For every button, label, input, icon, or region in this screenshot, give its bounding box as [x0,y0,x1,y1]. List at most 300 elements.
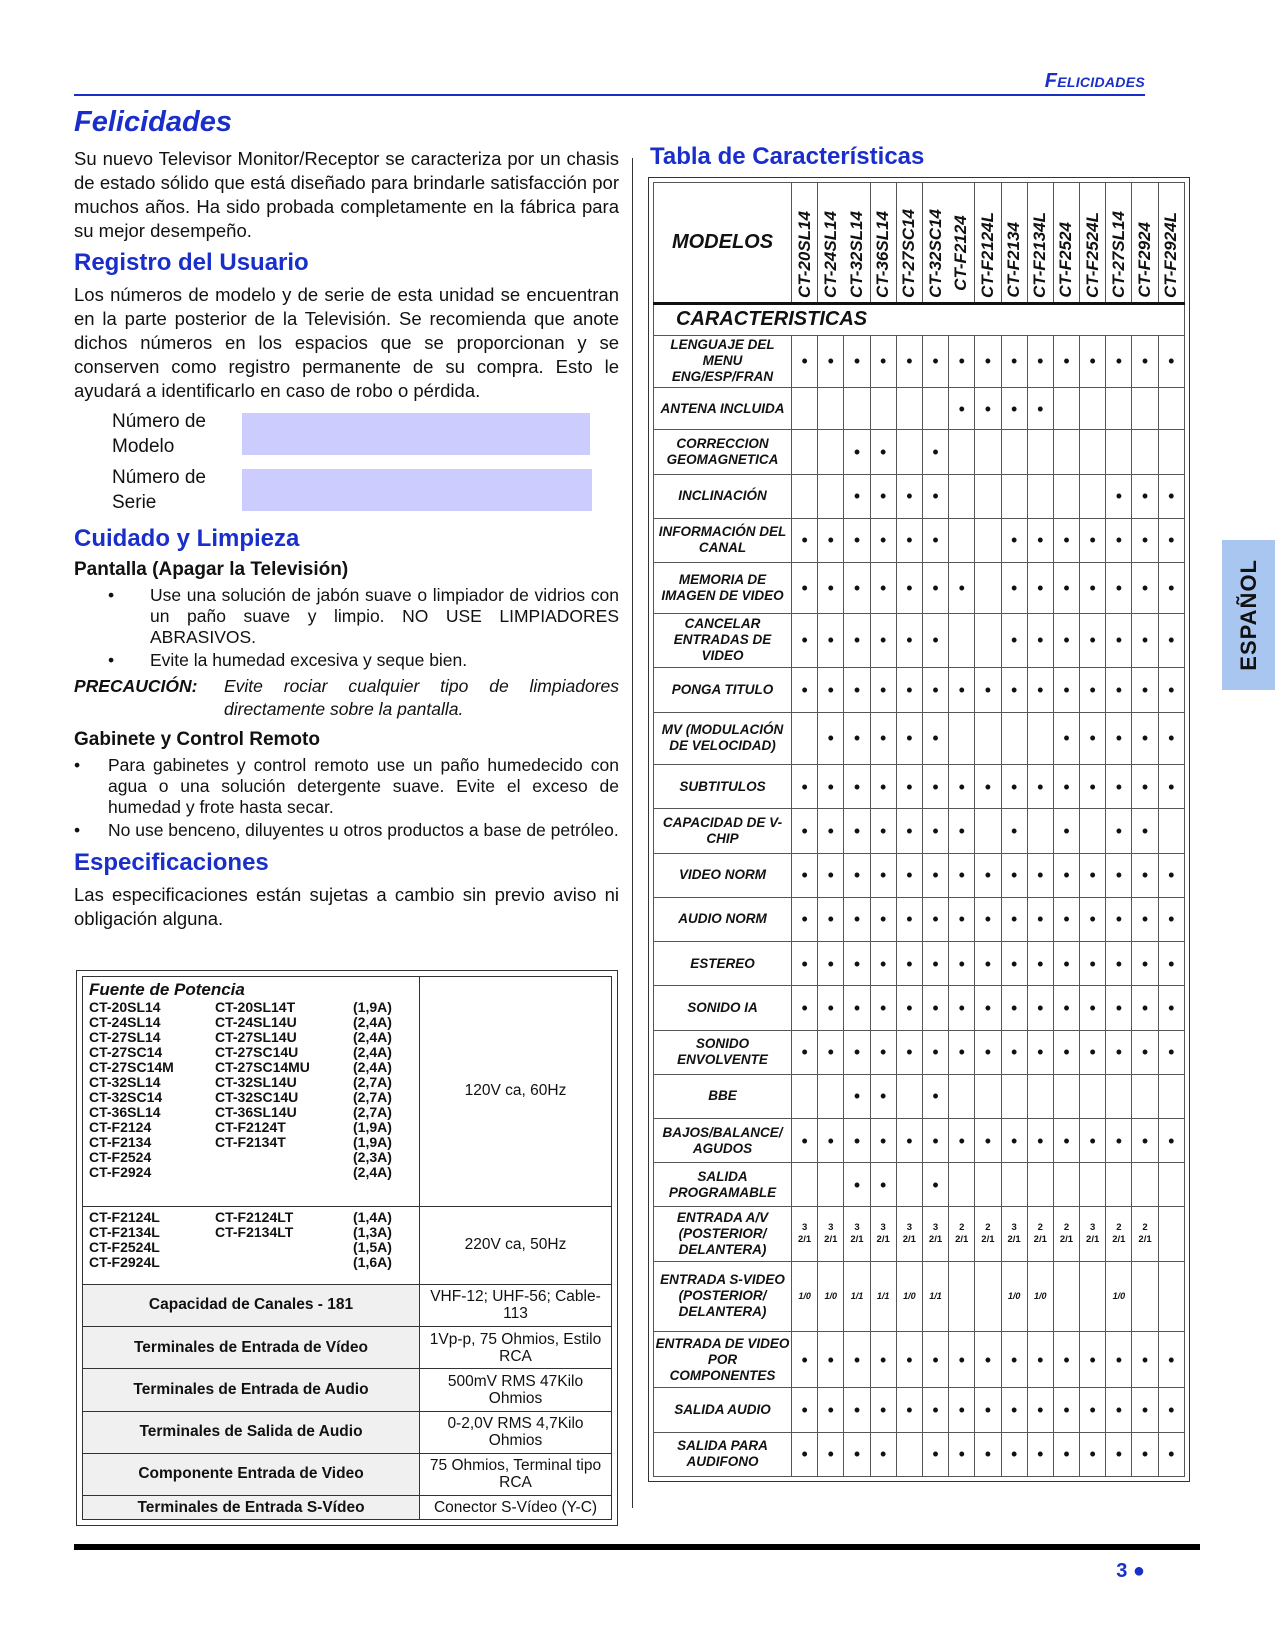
modelo-label: Número de Modelo [112,411,206,457]
feature-cell: • [792,897,818,941]
spec-value: 75 Ohmios, Terminal tipo RCA [420,1453,612,1495]
power-group1-grid [89,1000,413,1180]
power-model: CT-F2124L [89,1208,160,1225]
feature-cell [896,388,922,430]
bullet-dot: • [108,650,115,670]
feature-cell: • [1158,474,1184,518]
model-names [923,209,974,298]
especificaciones-text: Las especificaciones están sujetas a cambio sin previo aviso ni obligación alguna. [74,884,619,929]
feature-cell: • [1158,563,1184,614]
spec-row [83,1496,612,1520]
feature-cell: • [870,430,896,474]
gabinete-heading: Gabinete y Control Remoto [74,729,320,750]
feature-cell: • [792,613,818,668]
power-model: CT-F2524L [89,1238,160,1255]
feature-row [654,388,1185,430]
spec-row [83,1411,612,1453]
feature-cell: • [949,1432,975,1476]
feature-cell [975,518,1001,562]
feature-cell: • [1001,613,1027,668]
feature-row [654,668,1185,712]
feature-cell [1053,1262,1079,1331]
feature-cell: • [1106,809,1132,853]
feature-cell: • [1053,613,1079,668]
feature-cell: • [922,712,948,765]
feature-cell [818,1207,844,1262]
feature-cell: • [1106,1388,1132,1432]
feature-cell: • [1080,1118,1106,1162]
feature-row-av [654,1207,1185,1262]
feature-cell [975,1074,1001,1118]
feature-cell [1158,1163,1184,1207]
feature-cell [1106,1074,1132,1118]
feature-cell: • [1106,474,1132,518]
spec-table [76,970,618,1526]
feature-cell [975,809,1001,853]
power-current: (2,4A) [353,1014,392,1030]
feature-cell: • [792,518,818,562]
feature-cell: • [1001,1432,1027,1476]
feature-cell: • [1053,809,1079,853]
feature-cell: • [818,613,844,668]
language-tab-label: ESPAÑOL [1235,559,1261,671]
feature-cell: • [792,809,818,853]
feature-cell: • [1053,942,1079,986]
modelo-row [112,409,619,459]
feature-cell: • [844,518,870,562]
feature-cell: • [844,563,870,614]
feature-cell: • [1132,1030,1158,1074]
model-names [1080,212,1105,298]
feature-cell: • [844,1331,870,1388]
feature-cell: • [1001,1030,1027,1074]
feature-label: SALIDA PROGRAMABLE [654,1163,792,1207]
power-model: CT-20SL14T [215,999,296,1015]
feature-cell: • [1001,853,1027,897]
feature-cell: • [1080,613,1106,668]
gabinete-list [74,755,619,841]
feature-cell: • [818,518,844,562]
feature-cell [1106,388,1132,430]
av-rear: 2 [1142,1222,1148,1234]
feature-cell [975,474,1001,518]
feature-cell [792,430,818,474]
feature-label: ENTRADA A/V (POSTERIOR/ DELANTERA) [654,1207,792,1262]
av-rear: 3 [932,1222,939,1234]
feature-cell: • [949,563,975,614]
feature-cell: • [949,388,975,430]
av-rear: 3 [1090,1222,1096,1234]
model-name: CT-F2924L [1161,212,1181,299]
modelo-field[interactable] [242,413,590,455]
feature-cell [975,430,1001,474]
header-rule [74,94,1145,96]
feature-cell: • [818,563,844,614]
av-rear: 3 [854,1222,860,1234]
feature-label: INFORMACIÓN DEL CANAL [654,518,792,562]
feature-cell: • [949,897,975,941]
model-name: CT-32SC14 [925,209,945,299]
models-row [654,183,1185,304]
feature-cell: • [1158,335,1184,388]
feature-cell: • [1001,668,1027,712]
av-front: 2/1 [824,1234,838,1246]
feature-cell: • [975,1388,1001,1432]
feature-cell: • [870,335,896,388]
feature-cell [1132,1262,1158,1331]
power-current: (2,7A) [353,1074,392,1090]
feature-cell: • [922,809,948,853]
spec-label: Componente Entrada de Video [83,1453,420,1495]
av-rear: 3 [880,1222,886,1234]
serie-row [112,465,619,515]
feature-cell: • [844,1118,870,1162]
feature-label: CAPACIDAD DE V-CHIP [654,809,792,853]
feature-cell: • [870,668,896,712]
feature-cell: • [1080,897,1106,941]
feature-cell: • [1132,1432,1158,1476]
feature-cell: • [949,809,975,853]
feature-cell [818,1163,844,1207]
feature-cell: • [844,1163,870,1207]
feature-label: ANTENA INCLUIDA [654,388,792,430]
feature-cell: • [1080,853,1106,897]
feature-cell [975,613,1001,668]
feature-cell: • [922,613,948,668]
feature-cell: • [896,897,922,941]
power-model: CT-32SL14 [89,1074,161,1090]
feature-cell [1001,1074,1027,1118]
spec-value: Conector S-Vídeo (Y-C) [420,1496,612,1520]
spec-value: 0-2,0V RMS 4,7Kilo Ohmios [420,1411,612,1453]
feature-cell: • [818,335,844,388]
power-model [215,1240,353,1255]
feature-cell: • [1053,897,1079,941]
feature-cell [1053,1207,1079,1262]
left-column [74,100,619,931]
power-current: (1,9A) [353,1134,392,1150]
model-header [792,183,818,304]
feature-cell: • [818,668,844,712]
feature-cell: • [1106,942,1132,986]
feature-label: MEMORIA DE IMAGEN DE VIDEO [654,563,792,614]
features-heading: Tabla de Características [650,143,925,170]
feature-cell: • [1080,765,1106,809]
feature-row [654,518,1185,562]
power-current: (2,4A) [353,1044,392,1060]
av-front: 2/1 [876,1234,890,1246]
feature-cell: • [1027,986,1053,1030]
feature-cell: • [1001,335,1027,388]
spec-label: Terminales de Salida de Audio [83,1411,420,1453]
av-front: 2/1 [981,1234,995,1246]
cuidado-heading: Cuidado y Limpieza [74,525,300,552]
feature-cell: • [1080,1331,1106,1388]
feature-cell [1053,1074,1079,1118]
serie-label: Número de Serie [112,467,206,513]
power-current: (2,4A) [353,1164,392,1180]
feature-cell: • [1132,1118,1158,1162]
feature-cell: • [1132,942,1158,986]
spec-row [83,1453,612,1495]
feature-cell: • [844,986,870,1030]
feature-cell [1027,1074,1053,1118]
feature-cell: • [818,809,844,853]
feature-cell: • [1001,518,1027,562]
feature-cell: • [1001,1388,1027,1432]
power-current: (1,6A) [353,1253,392,1270]
feature-cell: • [922,1331,948,1388]
feature-cell [1027,1207,1053,1262]
feature-row [654,1030,1185,1074]
model-name: CT-20SL14 [794,211,814,299]
feature-cell: 1/1 [922,1262,948,1331]
feature-cell: • [1132,897,1158,941]
av-front: 2/1 [1007,1234,1021,1246]
feature-cell: • [896,853,922,897]
feature-cell: • [818,897,844,941]
feature-cell: • [870,1432,896,1476]
feature-cell: • [844,1388,870,1432]
feature-cell: • [1132,712,1158,765]
feature-cell: • [1158,1118,1184,1162]
power-model: CT-24SL14 [89,1014,161,1030]
feature-cell: • [844,1074,870,1118]
feature-label: LENGUAJE DEL MENU ENG/ESP/FRAN [654,335,792,388]
registro-heading: Registro del Usuario [74,249,309,276]
power-model: CT-32SC14U [215,1089,299,1105]
feature-cell: • [975,1030,1001,1074]
feature-cell: 1/0 [792,1262,818,1331]
feature-cell: • [1027,853,1053,897]
intro-text: Su nuevo Televisor Monitor/Receptor se caracteriza por un chasis de estado sólido que está diseñado para brindarle satisfacción por muchos años. Ha sido probada completamente en la fábrica para su mejor desempeño. [74,148,619,241]
feature-cell: • [1106,1432,1132,1476]
feature-row-svideo [654,1262,1185,1331]
feature-cell: • [949,853,975,897]
av-rear: 3 [1011,1222,1017,1234]
av-front: 2/1 [902,1234,916,1246]
feature-cell [922,1207,948,1262]
feature-cell: • [1053,1118,1079,1162]
feature-cell: • [1080,518,1106,562]
bullet-item [74,820,619,841]
feature-cell: • [949,765,975,809]
feature-label: BAJOS/BALANCE/ AGUDOS [654,1118,792,1162]
feature-row [654,1074,1185,1118]
feature-cell: • [1001,986,1027,1030]
feature-cell [1132,430,1158,474]
feature-cell: • [1106,1118,1132,1162]
feature-cell: • [818,1030,844,1074]
precaucion [74,675,619,721]
feature-cell: • [949,668,975,712]
bullet-dot: • [108,585,115,605]
feature-cell [975,1207,1001,1262]
serie-field[interactable] [242,469,592,511]
power-model: CT-27SL14U [215,1029,297,1045]
feature-row [654,474,1185,518]
feature-cell: • [1053,335,1079,388]
feature-cell: • [975,1432,1001,1476]
model-header [818,183,870,304]
feature-cell: • [844,897,870,941]
precaucion-label: PRECAUCIÓN: [74,676,198,696]
model-name: CT-F2924 [1135,222,1155,299]
feature-cell: • [922,1388,948,1432]
spec-row [83,1327,612,1369]
feature-cell: • [870,853,896,897]
feature-cell: • [792,1331,818,1388]
feature-cell [1158,430,1184,474]
model-names [897,209,922,298]
power-current: (1,5A) [353,1238,392,1255]
feature-cell [1027,474,1053,518]
feature-cell: • [1027,1331,1053,1388]
feature-cell: • [1158,897,1184,941]
power-current: (1,9A) [353,999,392,1015]
feature-cell [975,1262,1001,1331]
feature-cell: • [1001,765,1027,809]
spec-label: Terminales de Entrada S-Vídeo [83,1496,420,1520]
feature-cell: • [1106,518,1132,562]
feature-cell [818,474,844,518]
spec-label: Terminales de Entrada de Vídeo [83,1327,420,1369]
power-model: CT-F2924 [89,1164,152,1180]
feature-cell [792,1163,818,1207]
model-names [1054,222,1079,298]
column-divider [632,158,633,1508]
feature-cell: • [1106,853,1132,897]
feature-cell: • [1027,1030,1053,1074]
feature-cell: • [975,897,1001,941]
feature-cell: • [1080,942,1106,986]
feature-cell [818,430,844,474]
av-front: 2/1 [1033,1234,1047,1246]
feature-row [654,613,1185,668]
feature-cell: • [975,986,1001,1030]
feature-cell [922,388,948,430]
model-header [1053,183,1079,304]
feature-row [654,897,1185,941]
feature-label: SONIDO IA [654,986,792,1030]
spec-table-inner [82,976,612,1520]
feature-cell: • [922,563,948,614]
power-model: CT-F2134T [215,1134,286,1150]
feature-cell: • [922,1118,948,1162]
feature-cell [1001,474,1027,518]
feature-cell: • [1106,712,1132,765]
feature-cell: • [792,563,818,614]
feature-cell: • [896,942,922,986]
feature-cell: • [818,1118,844,1162]
model-name: CT-24SL14 [821,211,841,299]
spec-row [83,1284,612,1326]
feature-cell: • [922,1163,948,1207]
feature-cell [949,1074,975,1118]
feature-label: VIDEO NORM [654,853,792,897]
feature-cell: • [1158,986,1184,1030]
av-rear: 2 [985,1222,991,1234]
feature-cell [1080,1163,1106,1207]
language-tab [1222,540,1275,690]
feature-cell: • [792,1388,818,1432]
feature-cell: • [922,986,948,1030]
feature-cell [949,1163,975,1207]
feature-cell: • [896,712,922,765]
feature-cell: • [870,1030,896,1074]
feature-cell: • [1158,518,1184,562]
feature-cell [949,430,975,474]
av-rear: 2 [1037,1222,1043,1234]
feature-cell [792,388,818,430]
model-header [1158,183,1184,304]
feature-cell: • [1053,986,1079,1030]
feature-cell: • [844,668,870,712]
feature-cell: • [1158,668,1184,712]
feature-cell: • [1158,712,1184,765]
feature-cell: 1/1 [870,1262,896,1331]
power-current: (2,4A) [353,1059,392,1075]
feature-cell: 1/0 [1027,1262,1053,1331]
feature-row [654,765,1185,809]
feature-cell: • [975,1118,1001,1162]
feature-label: ENTRADA DE VIDEO POR COMPONENTES [654,1331,792,1388]
feature-cell: • [922,430,948,474]
feature-cell: • [949,986,975,1030]
feature-cell [1001,712,1027,765]
feature-cell: • [844,1030,870,1074]
model-name: CT-F2124 [951,215,971,292]
feature-cell [896,1207,922,1262]
feature-cell [1132,1163,1158,1207]
caracteristicas-row [654,304,1185,336]
spec-value: VHF-12; UHF-56; Cable-113 [420,1284,612,1326]
feature-cell: 1/0 [896,1262,922,1331]
feature-row [654,563,1185,614]
feature-cell: • [844,853,870,897]
feature-cell: • [1001,809,1027,853]
power-model: CT-27SC14 [89,1044,163,1060]
feature-cell: • [792,942,818,986]
model-names [1159,212,1184,298]
feature-cell [975,1163,1001,1207]
feature-cell [1158,1207,1184,1262]
feature-cell: • [975,765,1001,809]
power-model: CT-F2124T [215,1119,286,1135]
feature-cell: • [922,765,948,809]
av-rear: 3 [828,1222,834,1234]
feature-row [654,430,1185,474]
feature-cell: • [1158,1388,1184,1432]
feature-cell: • [1132,809,1158,853]
feature-cell: • [922,1432,948,1476]
feature-cell: • [896,518,922,562]
feature-cell: • [896,1030,922,1074]
model-header [1001,183,1027,304]
av-front: 2/1 [797,1234,812,1246]
power-model: CT-F2134L [89,1223,160,1240]
feature-cell: • [896,986,922,1030]
model-names [1002,222,1027,298]
feature-cell: • [870,809,896,853]
feature-cell: 1/0 [1001,1262,1027,1331]
feature-cell: • [896,613,922,668]
feature-cell: • [818,765,844,809]
features-table [648,177,1190,1482]
feature-cell: • [1106,765,1132,809]
feature-cell: • [1053,668,1079,712]
av-front: 2/1 [1059,1234,1074,1246]
